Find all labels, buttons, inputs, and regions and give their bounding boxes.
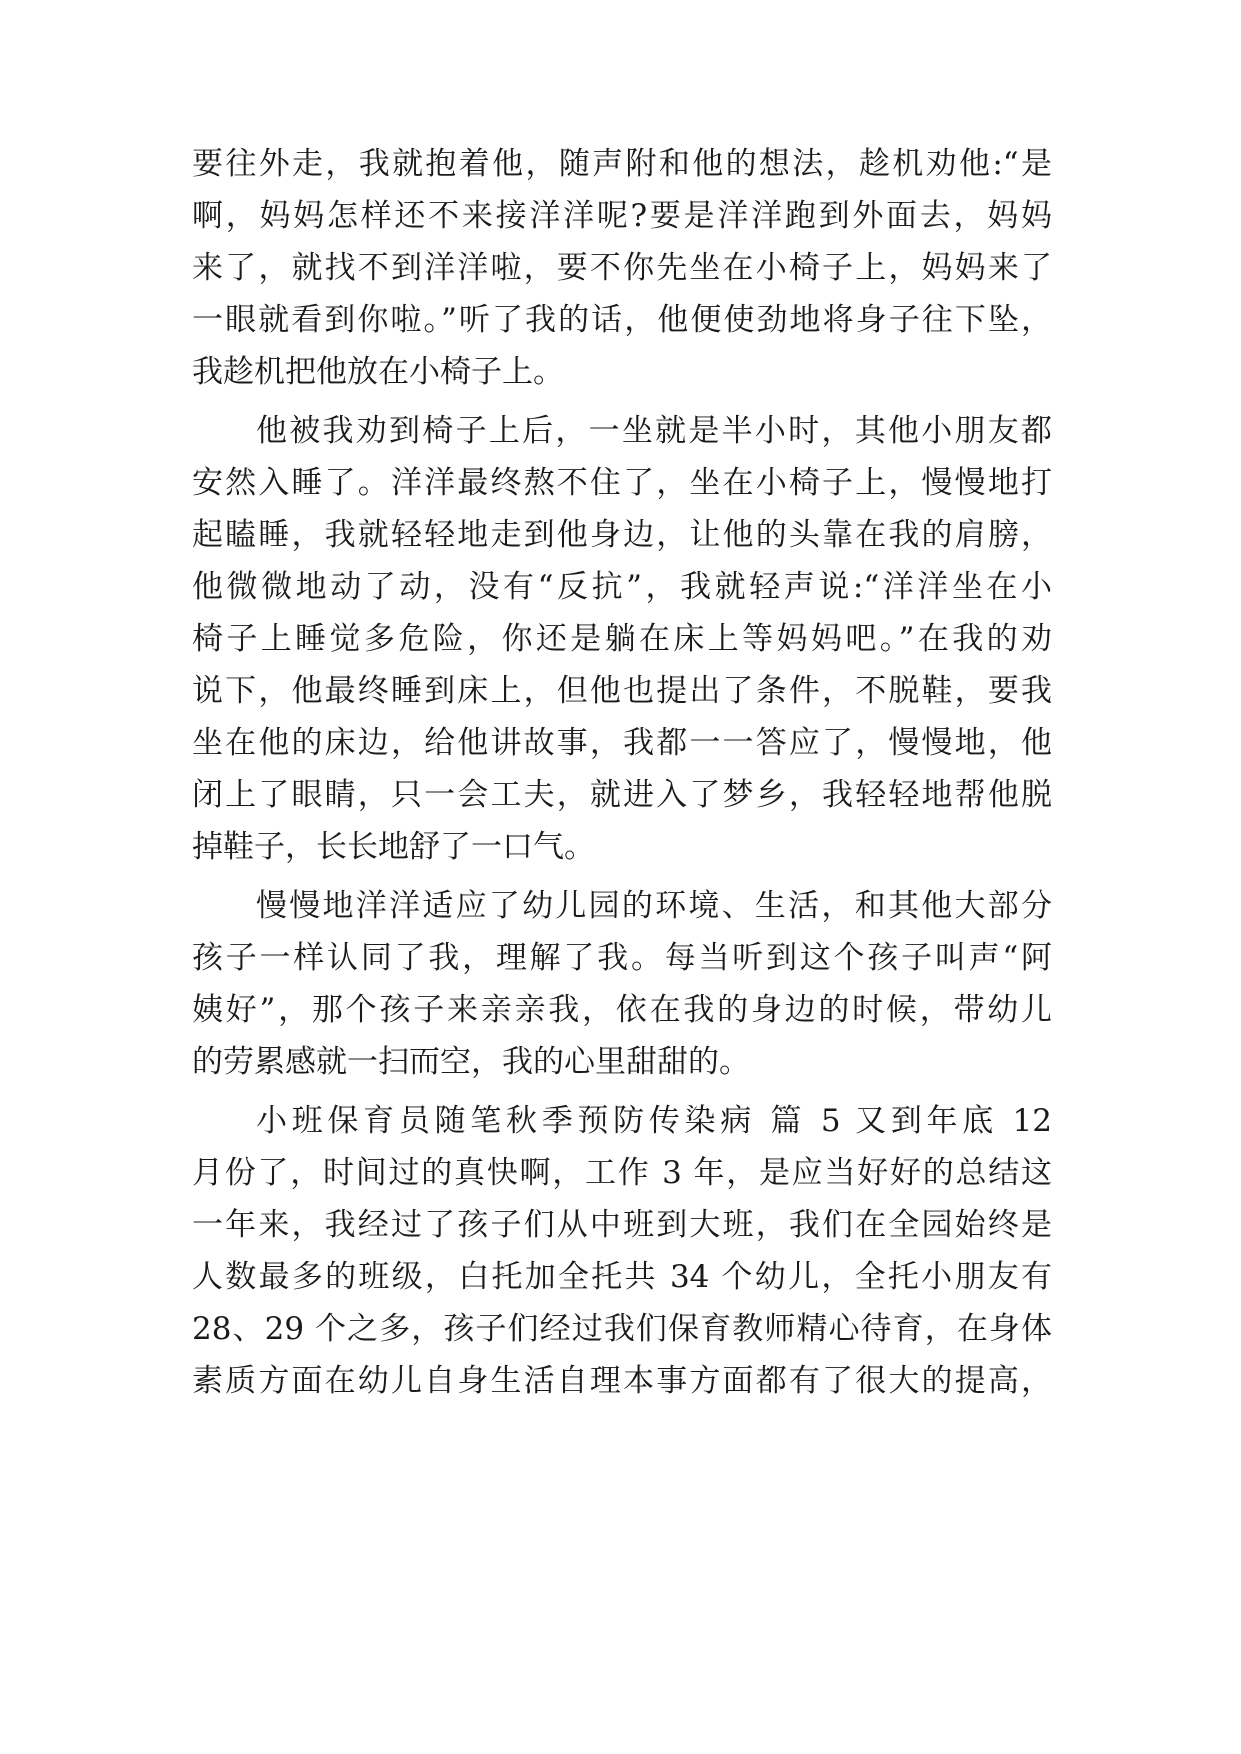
text-line: 要往外走，我就抱着他，随声附和他的想法，趁机劝他:“是 [192,146,1052,182]
text-line: 闭上了眼睛，只一会工夫，就进入了梦乡，我轻轻地帮他脱 [192,777,1052,813]
text-line: 一年来，我经过了孩子们从中班到大班，我们在全园始终是 [192,1207,1052,1243]
text-line: 的劳累感就一扫而空，我的心里甜甜的。 [192,1044,750,1080]
text-line: 月份了，时间过的真快啊，工作 3 年，是应当好好的总结这 [192,1155,1052,1191]
text-line: 一眼就看到你啦。”听了我的话，他便使劲地将身子往下坠， [192,302,1052,338]
text-line: 28、29 个之多，孩子们经过我们保育教师精心待育，在身体 [192,1311,1052,1347]
text-line: 坐在他的床边，给他讲故事，我都一一答应了，慢慢地，他 [192,725,1052,761]
text-line: 椅子上睡觉多危险，你还是躺在床上等妈妈吧。”在我的劝 [192,621,1052,657]
text-line: 他微微地动了动，没有“反抗”，我就轻声说:“洋洋坐在小 [192,569,1052,605]
text-line: 小班保育员随笔秋季预防传染病 篇 5 又到年底 12 [256,1103,1052,1139]
text-line: 慢慢地洋洋适应了幼儿园的环境、生活，和其他大部分 [256,888,1052,924]
text-line: 孩子一样认同了我，理解了我。每当听到这个孩子叫声“阿 [192,940,1052,976]
text-line: 起瞌睡，我就轻轻地走到他身边，让他的头靠在我的肩膀， [192,517,1052,553]
text-line: 我趁机把他放在小椅子上。 [192,354,564,390]
text-line: 掉鞋子，长长地舒了一口气。 [192,829,595,865]
text-line: 姨好”，那个孩子来亲亲我，依在我的身边的时候，带幼儿 [192,992,1052,1028]
text-line: 说下，他最终睡到床上，但他也提出了条件，不脱鞋，要我 [192,673,1052,709]
text-line: 来了，就找不到洋洋啦，要不你先坐在小椅子上，妈妈来了 [192,250,1052,286]
text-line: 他被我劝到椅子上后，一坐就是半小时，其他小朋友都 [256,413,1052,449]
text-line: 素质方面在幼儿自身生活自理本事方面都有了很大的提高， [192,1363,1052,1399]
text-line: 人数最多的班级，白托加全托共 34 个幼儿，全托小朋友有 [192,1259,1052,1295]
text-line: 安然入睡了。洋洋最终熬不住了，坐在小椅子上，慢慢地打 [192,465,1052,501]
text-line: 啊，妈妈怎样还不来接洋洋呢?要是洋洋跑到外面去，妈妈 [192,198,1052,234]
